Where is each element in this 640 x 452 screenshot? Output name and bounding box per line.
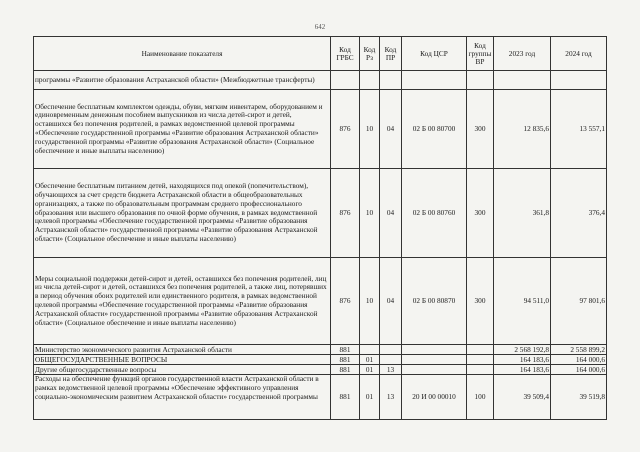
table-row: [34, 355, 607, 365]
row-name: Меры социальной поддержки детей-сирот и детей, оставшихся без попечения родителей, лиц из числа детей-сирот и детей, оставшихся без попечения родителей, а также лиц, потерявших в период обучения обоих родителей или единственного родителя, в рамках ведомственной целевой программы «Обеспечение государственной программы «Развитие образования Астраханской области» государственной программы «Развитие образования Астраханской области» (Социальное обеспечение и иные выплаты населению): [34, 258, 331, 345]
header-csr: Код ЦСР: [402, 37, 467, 71]
row-rz: 10: [360, 169, 380, 258]
row-grbs: 881: [331, 355, 360, 365]
row-grbs: 876: [331, 258, 360, 345]
row-name: Обеспечение бесплатным питанием детей, находящихся под опекой (попечительством), обучающихся за счет средств бюджета Астраханской области в общеобразовательных организациях, а также по образовательным программам среднего профессионального образования или высшего образования по очной форме обучения, в рамках ведомственной целевой программы «Обеспечение государственной программы «Развитие образования Астраханской области» государственной программы «Развитие образования Астраханской области» (Социальное обеспечение и иные выплаты населению): [34, 169, 331, 258]
row-vr: 100: [467, 375, 494, 420]
header-2024: 2024 год: [551, 37, 607, 71]
row-amount-2023: [494, 71, 551, 90]
row-amount-2023: 39 509,4: [494, 375, 551, 420]
row-name: Расходы на обеспечение функций органов государственной власти Астраханской области в рамках ведомственной целевой программы «Обеспечение эффективного управления социально-экономическим развитием Астраханской области» государственной программы: [34, 375, 331, 420]
row-amount-2023: 2 568 192,8: [494, 345, 551, 355]
row-amount-2023: 94 511,0: [494, 258, 551, 345]
table-row: [34, 90, 607, 169]
row-amount-2023: 164 183,6: [494, 365, 551, 375]
table-header-row: [34, 37, 607, 71]
row-vr: 300: [467, 169, 494, 258]
row-amount-2024: [551, 71, 607, 90]
row-grbs: 876: [331, 169, 360, 258]
row-grbs: 881: [331, 375, 360, 420]
row-csr: 02 Б 00 80760: [402, 169, 467, 258]
row-rz: 01: [360, 355, 380, 365]
header-2023: 2023 год: [494, 37, 551, 71]
row-csr: 02 Б 00 80700: [402, 90, 467, 169]
row-amount-2024: 13 557,1: [551, 90, 607, 169]
header-rz: Код Рз: [360, 37, 380, 71]
row-pr: 04: [380, 90, 402, 169]
row-amount-2023: 12 835,6: [494, 90, 551, 169]
row-pr: 04: [380, 258, 402, 345]
table-row: [34, 375, 607, 420]
row-rz: 10: [360, 258, 380, 345]
row-amount-2023: 361,8: [494, 169, 551, 258]
row-vr: [467, 345, 494, 355]
row-vr: [467, 365, 494, 375]
row-vr: [467, 71, 494, 90]
row-amount-2024: 97 801,6: [551, 258, 607, 345]
row-amount-2024: 2 558 899,2: [551, 345, 607, 355]
row-amount-2024: 376,4: [551, 169, 607, 258]
row-grbs: 881: [331, 365, 360, 375]
row-rz: [360, 345, 380, 355]
row-amount-2024: 39 519,8: [551, 375, 607, 420]
row-name: программы «Развитие образования Астраханской области» (Межбюджетные трансферты): [34, 71, 331, 90]
row-grbs: 876: [331, 90, 360, 169]
row-amount-2023: 164 183,6: [494, 355, 551, 365]
row-pr: [380, 345, 402, 355]
budget-table: [33, 36, 607, 420]
row-name: Министерство экономического развития Астраханской области: [34, 345, 331, 355]
header-vr: Код группы ВР: [467, 37, 494, 71]
row-csr: [402, 355, 467, 365]
row-csr: [402, 71, 467, 90]
row-pr: 13: [380, 365, 402, 375]
row-csr: [402, 345, 467, 355]
row-amount-2024: 164 000,6: [551, 365, 607, 375]
row-vr: 300: [467, 258, 494, 345]
table-row: [34, 365, 607, 375]
row-grbs: [331, 71, 360, 90]
row-rz: 01: [360, 365, 380, 375]
row-pr: [380, 71, 402, 90]
row-csr: [402, 365, 467, 375]
row-name: Обеспечение бесплатным комплектом одежды, обуви, мягким инвентарем, оборудованием и единовременным денежным пособием выпускников из числа детей-сирот и детей, оставшихся без попечения родителей, в рамках ведомственной целевой программы «Обеспечение государственной программы «Развитие образования Астраханской области» государственной программы «Развитие образования Астраханской области» (Социальное обеспечение и иные выплаты населению): [34, 90, 331, 169]
row-vr: 300: [467, 90, 494, 169]
table-row: [34, 345, 607, 355]
row-rz: 01: [360, 375, 380, 420]
row-csr: 02 Б 00 80870: [402, 258, 467, 345]
row-rz: [360, 71, 380, 90]
header-pr: Код ПР: [380, 37, 402, 71]
row-rz: 10: [360, 90, 380, 169]
row-pr: 13: [380, 375, 402, 420]
row-amount-2024: 164 000,6: [551, 355, 607, 365]
table-row: [34, 169, 607, 258]
table-row: [34, 71, 607, 90]
row-vr: [467, 355, 494, 365]
header-name: Наименование показателя: [34, 37, 331, 71]
table-row: [34, 258, 607, 345]
row-csr: 20 И 00 00010: [402, 375, 467, 420]
row-name: Другие общегосударственные вопросы: [34, 365, 331, 375]
page-number: 642: [314, 23, 326, 31]
header-grbs: Код ГРБС: [331, 37, 360, 71]
row-grbs: 881: [331, 345, 360, 355]
row-name: ОБЩЕГОСУДАРСТВЕННЫЕ ВОПРОСЫ: [34, 355, 331, 365]
row-pr: 04: [380, 169, 402, 258]
row-pr: [380, 355, 402, 365]
